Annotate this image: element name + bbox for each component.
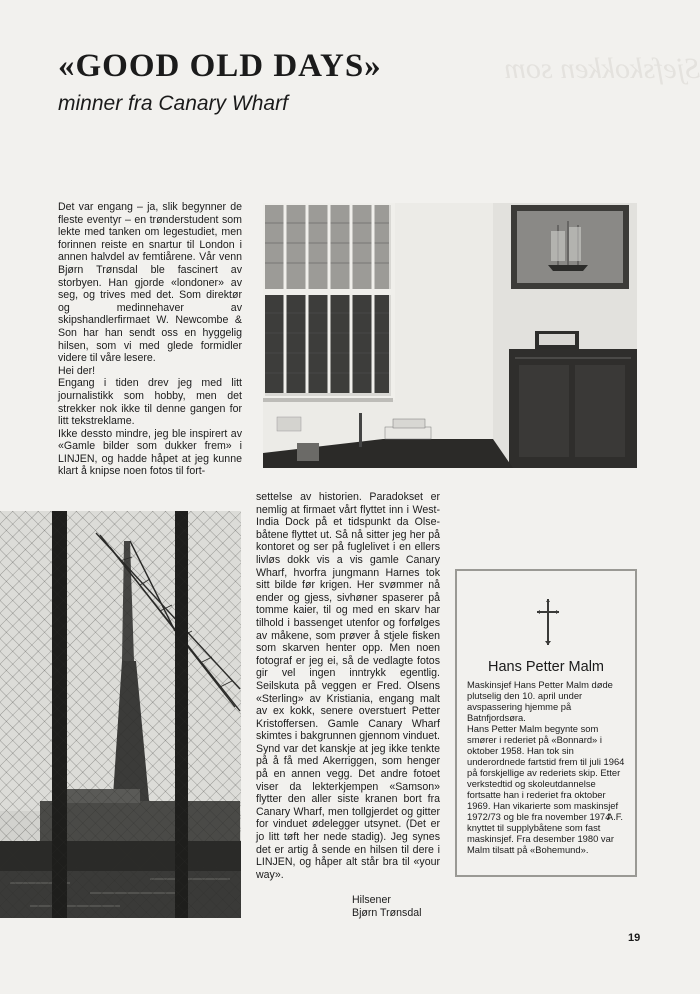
article-signoff	[352, 894, 421, 919]
obituary-box	[455, 569, 637, 877]
article-paragraph: Ikke dessto mindre, jeg ble inspirert av «Gamle bilder som dukker frem» i LINJEN, og hadde håpet at jeg kunne klart å knipse noen fotos til fort-	[58, 427, 242, 478]
article-column-2	[256, 491, 440, 881]
obituary-paragraph: Hans Petter Malm begynte som smører i rederiet på «Bonnard» i oktober 1958. Han tok sin underordnede fartstid frem til juli 1964 på forskjellige av rederiets skip. Etter verkstedtid og skoleutdannelse fortsatte han i rederiet fra oktober 1969. Han vikarierte som maskinsjef 1972/73 og ble fra november 1974 knyttet til supplybåtene som fast maskinsjef. Fra desember 1980 var Malm tilsatt på «Bohemund».	[467, 723, 625, 855]
office-photo-drawing	[263, 203, 637, 468]
signoff-greeting: Hilsener	[352, 894, 391, 906]
article-paragraph: settelse av historien. Paradokset er nemlig at firmaet vårt flyttet inn i West-India Dock på et tidspunkt da Olse-båtene flyttet ut. Så nå sitter jeg her på kontoret og ser på fuglelivet i en ellers livløs dokk vis a vis gamle Canary Wharf, hvorfra jungmann Harnes tok sitt bilde før krigen. Her svømmer nå ender og gjess, sivhøner spaserer på tomme kaier, til og med en skarv har tilhold i bassenget utenfor og forfølges av måkene, som prøver å stjele fisken som skarven henter opp. Men noen fotograf er jeg ei, så de vedlagte fotos gir vel ingen inntrykk egentlig. Seilskuta på veggen er Fred. Olsens «Sterling» av Kristiania, engang malt av ex kokk, senere overstuert Petter Kristoffersen. Gamle Canary Wharf skimtes i bakgrunnen gjennom vinduet. Synd var det kanskje at jeg ikke tenkte på å få med Akerriggen, som henger på en annen vegg. Det andre fotoet viser da lekterkjempen «Samson» flytter den aller siste kranen bort fra Canary Wharf, men tollgjerdet og gitter for vinduet ødelegger utsynet. (Det er jo litt tøft her nede stadig). Jeg synes det er artig å sende en hilsen til dere i LINJEN, og håper alt står bra til «your way».	[256, 491, 440, 881]
obituary-paragraph: Maskinsjef Hans Petter Malm døde plutselig den 10. april under avspassering hjemme på Batnfjordsøra.	[467, 679, 613, 723]
article-paragraph: Engang i tiden drev jeg med litt journalistikk som hobby, men det strekker nok ikke til denne gangen for litt tekstreklame.	[58, 377, 242, 428]
obituary-name: Hans Petter Malm	[487, 659, 605, 675]
obituary-signature: A.F.	[606, 811, 623, 822]
article-headline: «GOOD OLD DAYS»	[58, 48, 382, 84]
signoff-author: Bjørn Trønsdal	[352, 906, 422, 919]
page-number: 19	[628, 932, 641, 944]
article-paragraph: Hei der!	[58, 364, 96, 377]
cross-icon	[537, 599, 559, 645]
article-column-1	[58, 201, 242, 478]
crane-photo	[0, 511, 241, 918]
bleed-through-text: Sjefskokken som	[504, 52, 700, 85]
article-paragraph: Det var engang – ja, slik begynner de fleste eventyr – en trønderstudent som lekte med tanken om legestudiet, men forinnen reiste en snartur til London i annen halvdel av femtiårene. Vår venn Bjørn Trønsdal ble fascinert av storbyen. Han gjorde «londoner» av seg, og trives med det. Som direktør og medinnehaver av skipshandlerfirmaet W. Newcombe & Son har han sendt oss en hyggelig hilsen, som vi med glede formidler videre til våre lesere.	[58, 201, 242, 365]
crane-photo-drawing	[0, 511, 241, 918]
office-photo	[263, 203, 637, 468]
obituary-text	[467, 679, 627, 855]
article-subheadline: minner fra Canary Wharf	[58, 92, 288, 115]
